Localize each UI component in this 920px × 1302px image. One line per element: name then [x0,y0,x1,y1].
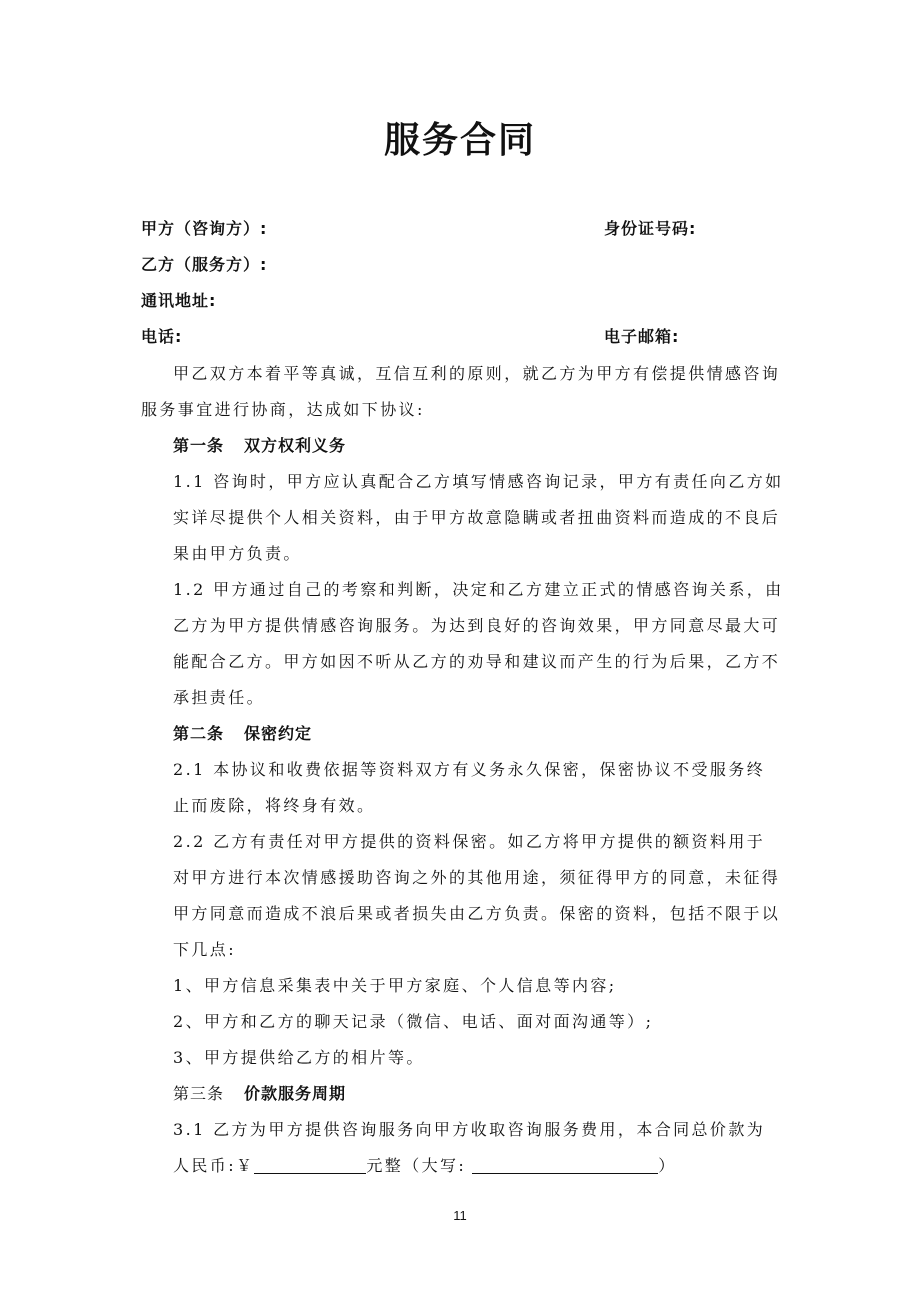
party-b-field: 乙方（服务方）: [141,255,268,274]
party-a-field: 甲方（咨询方）: [141,219,268,238]
article-title: 价款服务周期 [244,1084,347,1103]
article-number: 第二条 [173,724,225,743]
currency-label: 人民币:￥ [173,1156,255,1175]
article-3-heading [173,1081,346,1104]
intro-line: 甲乙双方本着平等真诚，互信互利的原则，就乙方为甲方有偿提供情感咨询 [173,364,781,383]
clause-1-2-line: 承担责任。 [173,688,266,707]
amount-in-words-blank[interactable] [472,1157,658,1174]
article-title: 保密约定 [244,724,313,743]
address-field: 通讯地址: [141,291,217,310]
clause-2-2-line: 对甲方进行本次情感援助咨询之外的其他用途，须征得甲方的同意，未征得 [173,868,781,887]
article-2-heading [173,721,312,744]
page-number: 11 [453,1208,467,1223]
intro-line: 服务事宜进行协商，达成如下协议: [141,400,425,419]
article-title: 双方权利义务 [244,436,347,455]
email-field: 电子邮箱: [604,327,680,346]
clause-1-1-line: 1.1 咨询时，甲方应认真配合乙方填写情感咨询记录，甲方有责任向乙方如 [173,472,784,491]
clause-1-1-line: 实详尽提供个人相关资料，由于甲方故意隐瞒或者扭曲资料而造成的不良后 [173,508,781,527]
clause-1-2-line: 能配合乙方。甲方如因不听从乙方的劝导和建议而产生的行为后果，乙方不 [173,652,781,671]
clause-2-2-line: 2.2 乙方有责任对甲方提供的资料保密。如乙方将甲方提供的额资料用于 [173,832,766,851]
clause-3-1-amount-line [173,1153,677,1176]
article-number: 第三条 [173,1084,225,1103]
clause-3-1-line: 3.1 乙方为甲方提供咨询服务向甲方收取咨询服务费用，本合同总价款为 [173,1120,766,1139]
amount-blank[interactable] [254,1157,366,1174]
clause-1-2-line: 乙方为甲方提供情感咨询服务。为达到良好的咨询效果，甲方同意尽最大可 [173,616,781,635]
confidential-item: 1、甲方信息采集表中关于甲方家庭、个人信息等内容; [173,976,617,995]
clause-1-1-line: 果由甲方负责。 [173,544,302,563]
clause-2-1-line: 2.1 本协议和收费依据等资料双方有义务永久保密，保密协议不受服务终 [173,760,766,779]
amount-unit-label: 元整（大写: [366,1156,467,1175]
clause-2-2-line: 下几点: [173,940,236,959]
clause-1-2-line: 1.2 甲方通过自己的考察和判断，决定和乙方建立正式的情感咨询关系，由 [173,580,784,599]
article-1-heading [173,433,346,456]
confidential-item: 2、甲方和乙方的聊天记录（微信、电话、面对面沟通等）; [173,1012,654,1031]
closing-paren: ） [658,1156,677,1175]
clause-2-2-line: 甲方同意而造成不浪后果或者损失由乙方负责。保密的资料，包括不限于以 [173,904,781,923]
phone-field: 电话: [141,327,183,346]
clause-2-1-line: 止而废除，将终身有效。 [173,796,376,815]
confidential-item: 3、甲方提供给乙方的相片等。 [173,1048,425,1067]
id-number-field: 身份证号码: [604,219,697,238]
article-number: 第一条 [173,436,225,455]
document-title: 服务合同 [383,120,536,161]
